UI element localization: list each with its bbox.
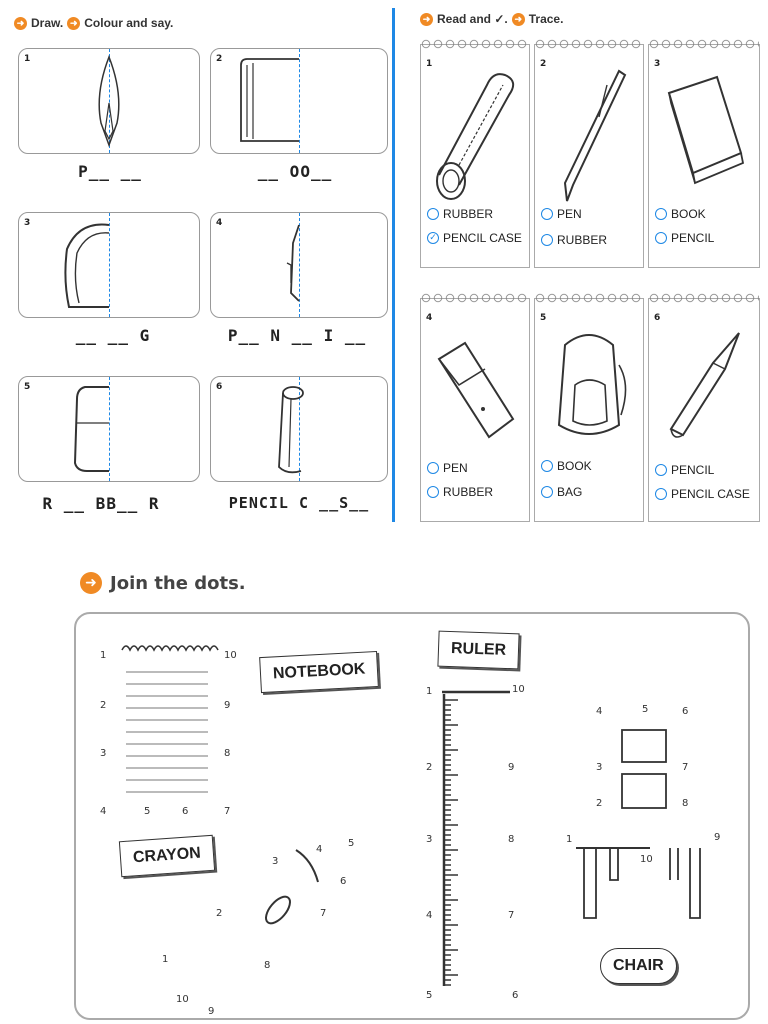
card-5 — [534, 298, 644, 522]
read-tick-worksheet — [400, 0, 768, 524]
spiral-binding — [535, 293, 643, 303]
option-label: PEN — [443, 461, 468, 475]
option-bag[interactable] — [541, 485, 582, 499]
dot-label: 2 — [596, 798, 603, 809]
option-label: RUBBER — [443, 485, 494, 499]
dot-label: 8 — [264, 960, 271, 971]
option-rubber[interactable] — [427, 207, 493, 221]
arrow-icon: ➜ — [512, 13, 525, 26]
word-blank-5: R __ BB__ R — [42, 494, 160, 513]
card-6 — [648, 298, 760, 522]
dot-label: 5 — [642, 704, 649, 715]
option-pencil-case[interactable] — [655, 487, 750, 501]
notebook-dot-outline — [116, 642, 236, 822]
chair-dot-outline — [570, 724, 710, 924]
tag-chair: CHAIR — [600, 948, 677, 984]
dot-label: 9 — [224, 700, 231, 711]
option-pencil[interactable] — [655, 231, 714, 245]
option-pencil[interactable] — [655, 463, 714, 477]
dot-label: 7 — [320, 908, 327, 919]
dot-label: 2 — [216, 908, 223, 919]
word-blank-3: __ __ G — [75, 326, 151, 345]
join-title — [80, 572, 246, 594]
card-number: 5 — [540, 313, 547, 323]
dot-label: 8 — [508, 834, 515, 845]
option-label: RUBBER — [557, 233, 608, 247]
option-label: PENCIL — [671, 463, 715, 477]
dot-label: 9 — [508, 762, 515, 773]
join-title-text: Join the dots. — [110, 572, 246, 594]
radio-icon[interactable] — [541, 234, 553, 246]
dot-label: 6 — [512, 990, 519, 1001]
option-label: PENCIL CASE — [671, 487, 750, 501]
radio-icon[interactable] — [655, 232, 667, 244]
item-number: 6 — [216, 382, 223, 392]
dot-label: 7 — [682, 762, 689, 773]
rubber-icon — [429, 329, 521, 449]
radio-icon[interactable] — [427, 486, 439, 498]
dot-label: 3 — [100, 748, 107, 759]
crayon-dot-outline — [256, 834, 356, 1004]
item-number: 5 — [24, 382, 31, 392]
dot-label: 1 — [100, 650, 107, 661]
dot-label: 5 — [144, 806, 151, 817]
pencil-case-half-icon — [271, 383, 305, 477]
dot-label: 4 — [596, 706, 603, 717]
dot-label: 3 — [272, 856, 279, 867]
dot-label: 9 — [714, 832, 721, 843]
item-number: 1 — [24, 54, 31, 64]
dot-label: 8 — [682, 798, 689, 809]
book-icon — [659, 73, 749, 193]
draw-box-1[interactable] — [18, 48, 200, 154]
dot-label: 1 — [566, 834, 573, 845]
arrow-icon: ➜ — [14, 17, 27, 30]
dot-label: 6 — [182, 806, 189, 817]
option-rubber[interactable] — [541, 233, 607, 247]
dot-label: 8 — [224, 748, 231, 759]
page-divider — [392, 8, 395, 522]
option-book[interactable] — [541, 459, 592, 473]
tag-ruler: RULER — [437, 631, 519, 670]
dot-label: 1 — [426, 686, 433, 697]
spiral-binding — [421, 39, 529, 49]
spiral-binding — [649, 293, 759, 303]
tag-notebook: NOTEBOOK — [259, 651, 379, 693]
dot-label: 9 — [208, 1006, 215, 1017]
word-blank-1: P__ __ — [78, 162, 142, 181]
dot-label: 7 — [508, 910, 515, 921]
checked-radio-icon[interactable]: ✓ — [427, 232, 439, 244]
draw-worksheet — [0, 0, 392, 524]
draw-box-6[interactable] — [210, 376, 388, 482]
dot-label: 4 — [426, 910, 433, 921]
option-label: PENCIL — [671, 231, 715, 245]
card-1 — [420, 44, 530, 268]
word-blank-2: __ OO__ — [257, 162, 333, 181]
card-number: 3 — [654, 59, 661, 69]
pencil-case-icon — [429, 65, 521, 205]
option-book[interactable] — [655, 207, 706, 221]
card-number: 1 — [426, 59, 433, 69]
radio-icon[interactable] — [541, 486, 553, 498]
join-dots-panel — [74, 612, 750, 1020]
draw-box-2[interactable] — [210, 48, 388, 154]
spiral-binding — [535, 39, 643, 49]
card-2 — [534, 44, 644, 268]
draw-box-4[interactable] — [210, 212, 388, 318]
draw-box-5[interactable] — [18, 376, 200, 482]
option-pen[interactable] — [427, 461, 468, 475]
radio-icon[interactable] — [541, 208, 553, 220]
dot-label: 10 — [176, 994, 189, 1005]
dot-label: 5 — [348, 838, 355, 849]
spiral-binding — [421, 293, 529, 303]
dot-label: 1 — [162, 954, 169, 965]
left-instruction — [14, 16, 173, 30]
instruction-draw: Draw. — [31, 16, 64, 30]
item-number: 2 — [216, 54, 223, 64]
dot-label: 2 — [426, 762, 433, 773]
option-pencil-case[interactable] — [427, 231, 522, 245]
instruction-read-tick: Read and ✓. — [437, 12, 508, 26]
spiral-binding — [649, 39, 759, 49]
option-label: RUBBER — [443, 207, 494, 221]
backpack-icon — [545, 325, 633, 449]
dot-label: 10 — [640, 854, 653, 865]
item-number: 4 — [216, 218, 223, 228]
draw-box-3[interactable] — [18, 212, 200, 318]
option-label: BAG — [557, 485, 583, 499]
card-number: 4 — [426, 313, 433, 323]
dot-label: 3 — [426, 834, 433, 845]
card-4 — [420, 298, 530, 522]
pen-half-icon — [283, 223, 303, 303]
radio-icon[interactable] — [655, 208, 667, 220]
item-number: 3 — [24, 218, 31, 228]
dot-label: 10 — [512, 684, 525, 695]
word-blank-4: P__ N __ I __ — [227, 326, 367, 345]
book-half-icon — [237, 55, 303, 149]
radio-icon[interactable] — [655, 464, 667, 476]
card-3 — [648, 44, 760, 268]
pencil-icon — [663, 329, 747, 449]
dot-label: 6 — [682, 706, 689, 717]
radio-icon[interactable] — [541, 460, 553, 472]
radio-icon[interactable] — [427, 208, 439, 220]
arrow-icon: ➜ — [420, 13, 433, 26]
card-number: 2 — [540, 59, 547, 69]
instruction-trace: Trace. — [528, 12, 564, 26]
card-number: 6 — [654, 313, 661, 323]
right-instruction — [420, 12, 563, 26]
instruction-colour-say: Colour and say. — [84, 16, 174, 30]
dot-label: 6 — [340, 876, 347, 887]
option-label: BOOK — [671, 207, 706, 221]
option-label: BOOK — [557, 459, 592, 473]
arrow-icon: ➜ — [67, 17, 80, 30]
pen-icon — [549, 65, 629, 205]
option-rubber[interactable] — [427, 485, 493, 499]
option-label: PEN — [557, 207, 582, 221]
rubber-half-icon — [69, 383, 113, 477]
arrow-icon: ➜ — [80, 572, 102, 594]
word-blank-6: PENCIL C __S__ — [228, 494, 370, 512]
dot-label: 4 — [316, 844, 323, 855]
pencil-half-icon — [89, 53, 129, 149]
radio-icon[interactable] — [655, 488, 667, 500]
dot-label: 3 — [596, 762, 603, 773]
option-label: PENCIL CASE — [443, 231, 522, 245]
dot-label: 7 — [224, 806, 231, 817]
radio-icon[interactable] — [427, 462, 439, 474]
dot-label: 2 — [100, 700, 107, 711]
bag-half-icon — [59, 219, 113, 313]
tag-crayon: CRAYON — [119, 835, 215, 877]
dot-label: 5 — [426, 990, 433, 1001]
dot-label: 4 — [100, 806, 107, 817]
option-pen[interactable] — [541, 207, 582, 221]
dot-label: 10 — [224, 650, 237, 661]
